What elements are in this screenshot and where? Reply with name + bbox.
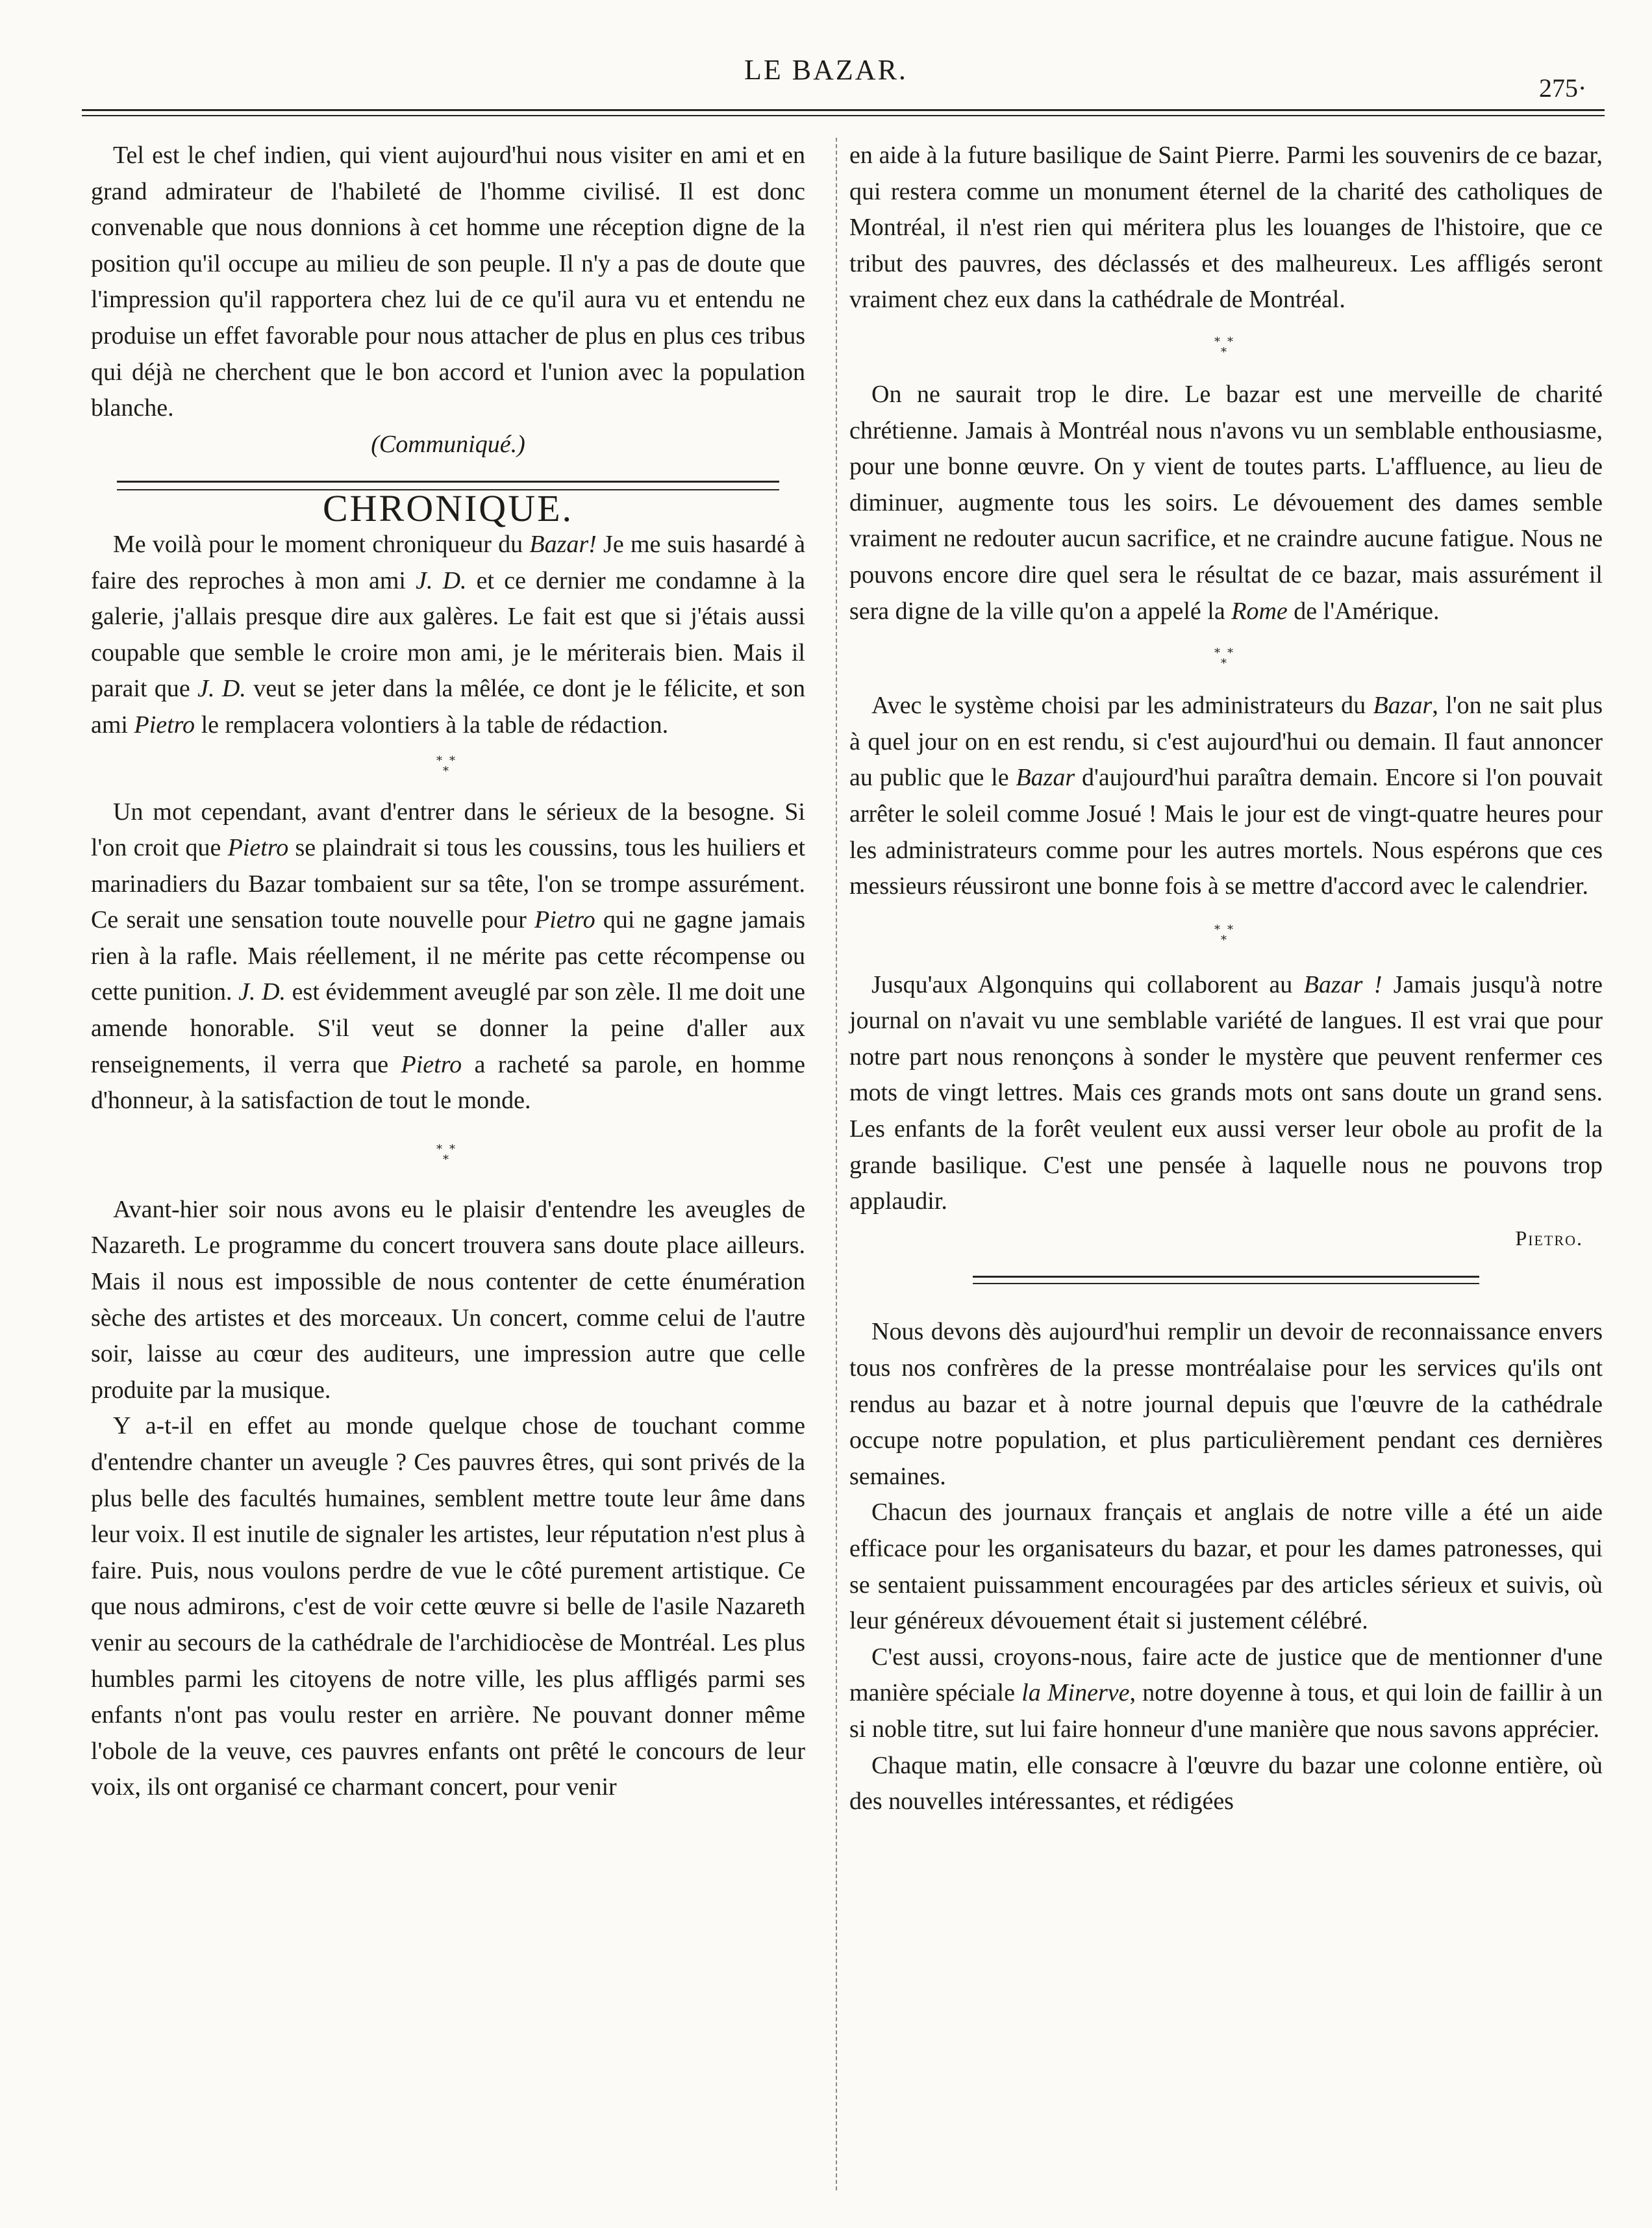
asterism-icon (91, 744, 805, 794)
communique-signature: (Communiqué.) (371, 430, 525, 458)
svg-text:*: * (1227, 335, 1233, 349)
paragraph-3: Avant-hier soir nous avons eu le plaisir d'entendre les aveugles de Nazareth. Le programme du concert trouvera sans doute place ailleurs. Mais il nous est impossible de nous contenter de cette énumération sèche des artistes et des morceaux. Un concert, comme celui de l'autre soir, laisse au cœur des auditeurs, une impression autre que celle produite par la musique. (91, 1195, 805, 1404)
paragraph-4-continued: en aide à la future basilique de Saint Pierre. Parmi les souvenirs de ce bazar, qui restera comme un monument éternel de la charité des catholiques de Montréal, il n'est rien qui méritera plus les louanges de l'histoire, que ce tribut des pauvres, des déclassés et des malheureux. Les affligés seront vraiment chez eux dans la cathédrale de Montréal. (849, 142, 1603, 314)
paragraph-communique: Tel est le chef indien, qui vient aujourd'hui nous visiter en ami et en grand admirateur de l'habileté de l'homme civilisé. Il est donc convenable que nous donnions à cet homme une réception digne de la position qu'il occupe au milieu de son peuple. Il n'y a pas de doute que l'impression qu'il rapportera chez lui de ce qu'il aura vu et entendu ne produise un effet favorable pour nous attacher de plus en plus ces tribus qui déjà ne cherchent que le bon accord et l'union avec la population blanche. (91, 142, 805, 422)
svg-text:*: * (1227, 646, 1233, 661)
page-number: 275· (1539, 73, 1587, 103)
asterism-icon (849, 318, 1603, 377)
right-column (849, 138, 1603, 1820)
header-rule-bottom (82, 115, 1605, 116)
svg-text:*: * (1221, 933, 1227, 947)
signature-pietro: Pietro. (1515, 1226, 1583, 1250)
paragraph-7: Jusqu'aux Algonquins qui collaborent au Bazar ! Jamais jusqu'à notre journal on n'avait vu une semblable variété de langues. Il est vrai que pour notre part nous renonçons à sonder le mystère que peuvent renfermer ces mots de vingt lettres. Mais ces grands mots ont sans doute un grand sens. Les enfants de la forêt veulent eux aussi verser leur obole au profit de la grande basilique. C'est une pensée à laquelle nous ne pouvons trop applaudir. (849, 970, 1603, 1215)
paragraph-8: Nous devons dès aujourd'hui remplir un devoir de reconnaissance envers tous nos confrères de la presse montréalaise pour les services qu'ils ont rendus au bazar et à notre journal depuis que l'œuvre de la cathédrale occupe notre population, et plus particulièrement pendant ces dernières semaines. (849, 1318, 1603, 1490)
running-title: LE BAZAR. (744, 54, 908, 86)
paragraph-2: Un mot cependant, avant d'entrer dans le sérieux de la besogne. Si l'on croit que Pietro se plaindrait si tous les coussins, tous les huiliers et marinadiers du Bazar tombaient sur sa tête, l'on se trompe assurément. Ce serait une sensation toute nouvelle pour Pietro qui ne gagne jamais rien à la rafle. Mais réellement, il ne mérite pas cette récompense ou cette punition. J. D. est évidemment aveuglé par son zèle. Il me doit une amende honorable. S'il veut se donner la peine d'aller aux renseignements, il verra que Pietro a racheté sa parole, en homme d'honneur, à la satisfaction de tout le monde. (91, 798, 806, 1115)
header-rule-top (82, 109, 1605, 111)
paragraph-6: Avec le système choisi par les administrateurs du Bazar, l'on ne sait plus à quel jour on en est rendu, si c'est aujourd'hui ou demain. Il faut annoncer au public que le Bazar d'aujourd'hui paraîtra demain. Encore si l'on pouvait arrêter le soleil comme Josué ! Mais le jour est de vingt-quatre heures pour les administrateurs comme pour les autres mortels. Nous espérons que ces messieurs réussiront une bonne fois à se mettre d'accord avec le calendrier. (849, 692, 1603, 900)
svg-text:*: * (1214, 646, 1220, 661)
paragraph-4: Y a-t-il en effet au monde quelque chose de touchant comme d'entendre chanter un aveugle ? Ces pauvres êtres, qui sont privés de la plus belle des facultés humaines, semblent mettre toute leur âme dans leur voix. Il est inutile de signaler les artistes, leur réputation n'est plus à faire. Puis, nous voulons perdre de vue le côté purement artistique. Ce que nous admirons, c'est de voir cette œuvre si belle de l'asile Nazareth venir au secours de la cathédrale de l'archidiocèse de Montréal. Les plus humbles parmi les citoyens de notre ville, les plus affligés parmi ses enfants n'ont pas voulu rester en arrière. Ne pouvant donner même l'obole de la veuve, ces pauvres enfants ont prêté le concours de leur voix, ils ont organisé ce charmant concert, pour venir (91, 1412, 805, 1801)
svg-text:*: * (436, 1142, 442, 1156)
paragraph-5: On ne saurait trop le dire. Le bazar est une merveille de charité chrétienne. Jamais à Montréal nous n'avons vu un semblable enthousiasme, pour une bonne œuvre. On y vient de toutes parts. L'affluence, au lieu de diminuer, augmente tous les soirs. Le dévouement des dames semble vraiment ne redouter aucun sacrifice, et ne craindre aucune fatigue. Nous ne pouvons encore dire quel sera le résultat de ce bazar, mais assurément il sera digne de la ville qu'on a appelé la Rome de l'Amérique. (849, 380, 1603, 625)
paragraph-10: C'est aussi, croyons-nous, faire acte de justice que de mentionner d'une manière spéciale la Minerve, notre doyenne à tous, et qui loin de faillir à un si noble titre, sut lui faire honneur d'une manière que nous savons apprécier. (849, 1643, 1603, 1743)
svg-text:*: * (443, 1152, 449, 1167)
svg-text:*: * (1221, 345, 1227, 359)
paragraph-9: Chacun des journaux français et anglais de notre ville a été un aide efficace pour les organisateurs du bazar, et pour les dames patronesses, qui se sentaient puissamment encouragées par des articles sérieux et suivis, où leur généreux dévouement était si justement célébré. (849, 1499, 1603, 1635)
paragraph-11: Chaque matin, elle consacre à l'œuvre du bazar une colonne entière, où des nouvelles intéressantes, et rédigées (849, 1751, 1603, 1816)
svg-text:*: * (449, 1142, 455, 1156)
left-column (91, 138, 805, 1806)
column-divider (836, 138, 837, 2190)
section-title: CHRONIQUE. (322, 487, 574, 530)
svg-text:*: * (449, 753, 455, 768)
asterism-icon (849, 905, 1603, 967)
svg-text:*: * (1214, 335, 1220, 349)
svg-text:*: * (436, 753, 442, 768)
asterism-icon (91, 1119, 805, 1192)
section-rule (973, 1276, 1479, 1284)
svg-text:*: * (1214, 922, 1220, 937)
paragraph-1: Me voilà pour le moment chroniqueur du Bazar! Je me suis hasardé à faire des reproches à mon ami J. D. et ce dernier me condamne à la galerie, j'allais presque dire aux galères. Le fait est que si j'étais aussi coupable que semble le croire mon ami, je le mériterais bien. Mais il parait que J. D. veut se jeter dans la mêlée, ce dont je le félicite, et son ami Pietro le remplacera volontiers à la table de rédaction. (91, 530, 806, 739)
svg-text:*: * (1221, 657, 1227, 671)
svg-text:*: * (443, 764, 449, 778)
asterism-icon (849, 629, 1603, 688)
svg-text:*: * (1227, 922, 1233, 937)
